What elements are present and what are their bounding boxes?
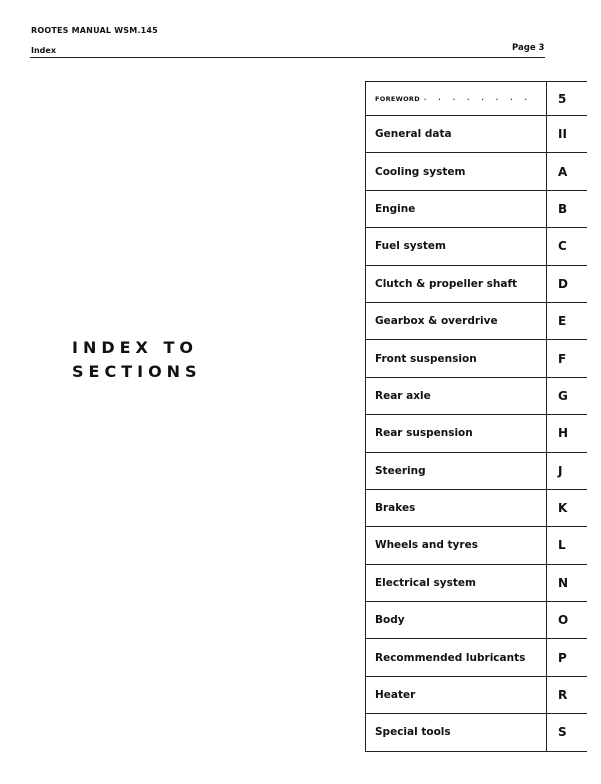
index-label: Wheels and tyres	[375, 539, 478, 552]
index-letter: B	[558, 201, 568, 216]
index-letter: J	[558, 463, 563, 478]
index-letter: F	[558, 351, 567, 366]
index-letter: E	[558, 314, 567, 329]
column-divider	[546, 191, 547, 228]
index-row-gearbox[interactable]	[366, 303, 587, 340]
index-row-foreword[interactable]	[366, 81, 587, 116]
index-letter: C	[558, 239, 567, 254]
page-heading-line-1: INDEX TO	[72, 338, 198, 357]
index-row-wheels-and-tyres[interactable]	[366, 527, 587, 564]
index-row-front-suspension[interactable]	[366, 340, 587, 377]
index-label: Special tools	[375, 726, 451, 739]
section-index-table	[365, 81, 587, 752]
index-label: Electrical system	[375, 576, 476, 589]
index-row-engine[interactable]	[366, 191, 587, 228]
column-divider	[546, 378, 547, 415]
column-divider	[546, 153, 547, 190]
page-heading	[72, 336, 202, 384]
index-row-electrical-system[interactable]	[366, 565, 587, 602]
index-row-cooling-system[interactable]	[366, 153, 587, 190]
index-row-special-tools[interactable]	[366, 714, 587, 751]
index-row-brakes[interactable]	[366, 490, 587, 527]
index-letter: N	[558, 575, 569, 590]
column-divider	[546, 714, 547, 751]
index-letter: S	[558, 725, 567, 740]
column-divider	[546, 82, 547, 116]
index-letter: A	[558, 164, 568, 179]
index-label: Steering	[375, 464, 426, 477]
index-row-clutch[interactable]	[366, 266, 587, 303]
page-heading-line-2: SECTIONS	[72, 362, 202, 381]
index-label: FOREWORD	[375, 94, 420, 103]
index-row-recommended-lubricants[interactable]	[366, 639, 587, 676]
index-label: Recommended lubricants	[375, 651, 526, 664]
column-divider	[546, 565, 547, 602]
index-label: Brakes	[375, 502, 416, 515]
column-divider	[546, 303, 547, 340]
index-label: Gearbox & overdrive	[375, 315, 498, 328]
page-number: Page 3	[512, 43, 545, 53]
index-letter: R	[558, 688, 568, 703]
index-letter: D	[558, 276, 568, 291]
column-divider	[546, 116, 547, 153]
column-divider	[546, 490, 547, 527]
index-letter: 5	[558, 91, 567, 106]
index-label: Rear axle	[375, 389, 431, 402]
index-label: Fuel system	[375, 240, 446, 253]
column-divider	[546, 527, 547, 564]
column-divider	[546, 228, 547, 265]
index-letter: K	[558, 501, 568, 516]
index-letter: G	[558, 388, 568, 403]
index-row-general-data[interactable]	[366, 116, 587, 153]
column-divider	[546, 639, 547, 676]
index-label: Heater	[375, 689, 416, 702]
index-label: Front suspension	[375, 352, 477, 365]
column-divider	[546, 266, 547, 303]
index-row-rear-suspension[interactable]	[366, 415, 587, 452]
index-letter: L	[558, 538, 566, 553]
index-label: Cooling system	[375, 165, 466, 178]
index-row-rear-axle[interactable]	[366, 378, 587, 415]
leader-dots: . . . . . . . .	[424, 94, 532, 102]
index-letter: P	[558, 650, 567, 665]
index-label: Engine	[375, 202, 416, 215]
index-label: Rear suspension	[375, 427, 473, 440]
index-letter: H	[558, 426, 569, 441]
index-letter: O	[558, 613, 569, 628]
index-label: Body	[375, 614, 405, 627]
manual-title: ROOTES MANUAL WSM.145	[31, 26, 158, 35]
column-divider	[546, 677, 547, 714]
index-letter: II	[558, 127, 567, 142]
column-divider	[546, 602, 547, 639]
section-name: Index	[31, 46, 56, 55]
index-row-body[interactable]	[366, 602, 587, 639]
column-divider	[546, 453, 547, 490]
index-row-steering[interactable]	[366, 453, 587, 490]
column-divider	[546, 340, 547, 377]
index-label: Clutch & propeller shaft	[375, 277, 518, 290]
header-rule	[30, 57, 545, 58]
index-row-fuel-system[interactable]	[366, 228, 587, 265]
index-label: General data	[375, 128, 452, 141]
column-divider	[546, 415, 547, 452]
index-row-heater[interactable]	[366, 677, 587, 714]
